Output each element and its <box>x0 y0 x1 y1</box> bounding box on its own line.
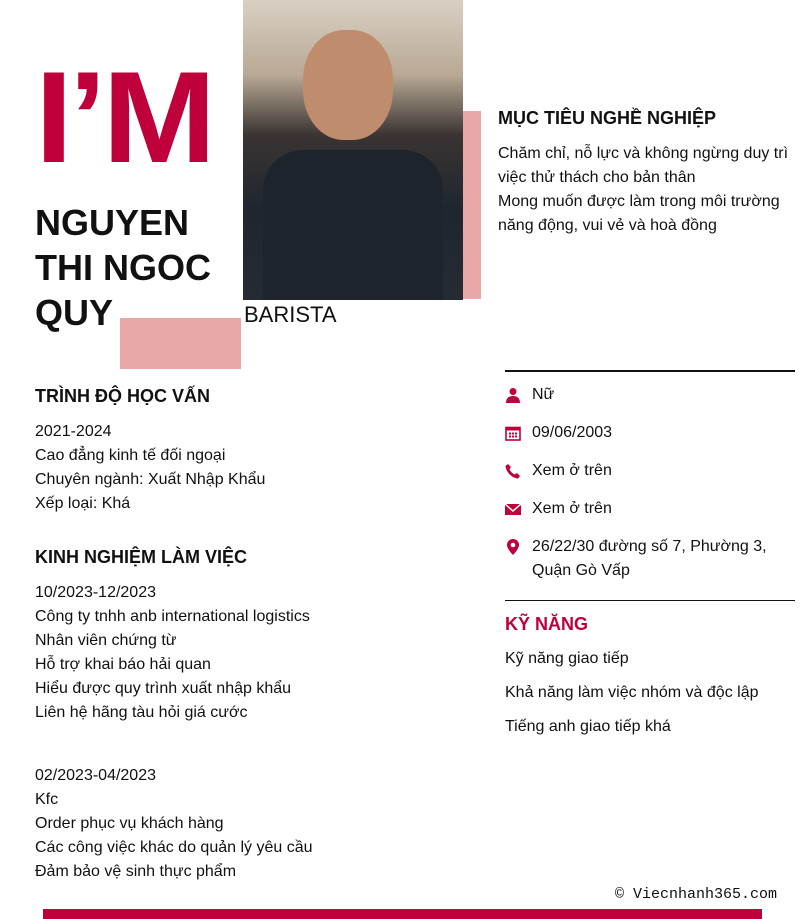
objective-line: Mong muốn được làm trong môi trường năng động, vui vẻ và hoà đồng <box>498 193 780 234</box>
job-line: Nhân viên chứng từ <box>35 632 177 649</box>
candidate-name: NGUYEN THI NGOC QUY <box>35 202 211 333</box>
objective-title: MỤC TIÊU NGHỀ NGHIỆP <box>498 108 717 128</box>
skills-title: KỸ NĂNG <box>505 614 589 634</box>
decor-bar <box>463 111 481 299</box>
job-line: Hiểu được quy trình xuất nhập khẩu <box>35 680 292 697</box>
education-line: 2021-2024 <box>35 423 112 440</box>
contact-address <box>505 535 795 583</box>
decor-block <box>120 318 241 369</box>
job-line: 10/2023-12/2023 <box>35 584 156 601</box>
education-line: Chuyên ngành: Xuất Nhập Khẩu <box>35 471 266 488</box>
location-pin-icon <box>505 539 521 555</box>
contact-phone <box>505 459 795 483</box>
divider <box>505 600 795 601</box>
job-line: Công ty tnhh anb international logistics <box>35 608 310 625</box>
email-value: Xem ở trên <box>532 500 612 517</box>
job-line: Đảm bảo vệ sinh thực phẩm <box>35 863 237 880</box>
mail-icon <box>505 501 521 517</box>
gender-value: Nữ <box>532 386 555 403</box>
contact-gender <box>505 383 795 407</box>
education-line: Xếp loại: Khá <box>35 495 131 512</box>
address-value: 26/22/30 đường số 7, Phường 3, Quận Gò Vấp <box>532 538 767 579</box>
job-line: 02/2023-04/2023 <box>35 767 156 784</box>
education-title: TRÌNH ĐỘ HỌC VẤN <box>35 386 210 406</box>
education-line: Cao đẳng kinh tế đối ngoại <box>35 447 226 464</box>
education-details <box>35 420 265 516</box>
calendar-icon <box>505 425 521 441</box>
job-line: Các công việc khác do quản lý yêu cầu <box>35 839 313 856</box>
objective-text <box>498 142 798 238</box>
profile-photo <box>243 0 463 300</box>
job-line: Kfc <box>35 791 59 808</box>
skill-item: Tiếng anh giao tiếp khá <box>505 718 671 735</box>
birthday-value: 09/06/2003 <box>532 424 613 441</box>
job-line: Order phục vụ khách hàng <box>35 815 224 832</box>
experience-job <box>35 581 310 725</box>
skill-item: Kỹ năng giao tiếp <box>505 650 629 667</box>
person-icon <box>505 387 521 403</box>
contact-birthday <box>505 421 795 445</box>
divider <box>505 370 795 372</box>
job-line: Hỗ trợ khai báo hải quan <box>35 656 211 673</box>
footer-bar <box>43 909 762 919</box>
contact-email <box>505 497 795 521</box>
experience-title: KINH NGHIỆM LÀM VIỆC <box>35 547 248 567</box>
skill-item: Khả năng làm việc nhóm và độc lập <box>505 684 759 701</box>
objective-line: Chăm chỉ, nỗ lực và không ngừng duy trì việc thử thách cho bản thân <box>498 145 789 186</box>
job-title: BARISTA <box>244 302 337 327</box>
experience-job <box>35 764 313 884</box>
phone-icon <box>505 463 521 479</box>
job-line: Liên hệ hãng tàu hỏi giá cước <box>35 704 248 721</box>
phone-value: Xem ở trên <box>532 462 612 479</box>
copyright: © Viecnhanh365.com <box>615 886 778 903</box>
im-logo: I’M <box>35 44 212 190</box>
